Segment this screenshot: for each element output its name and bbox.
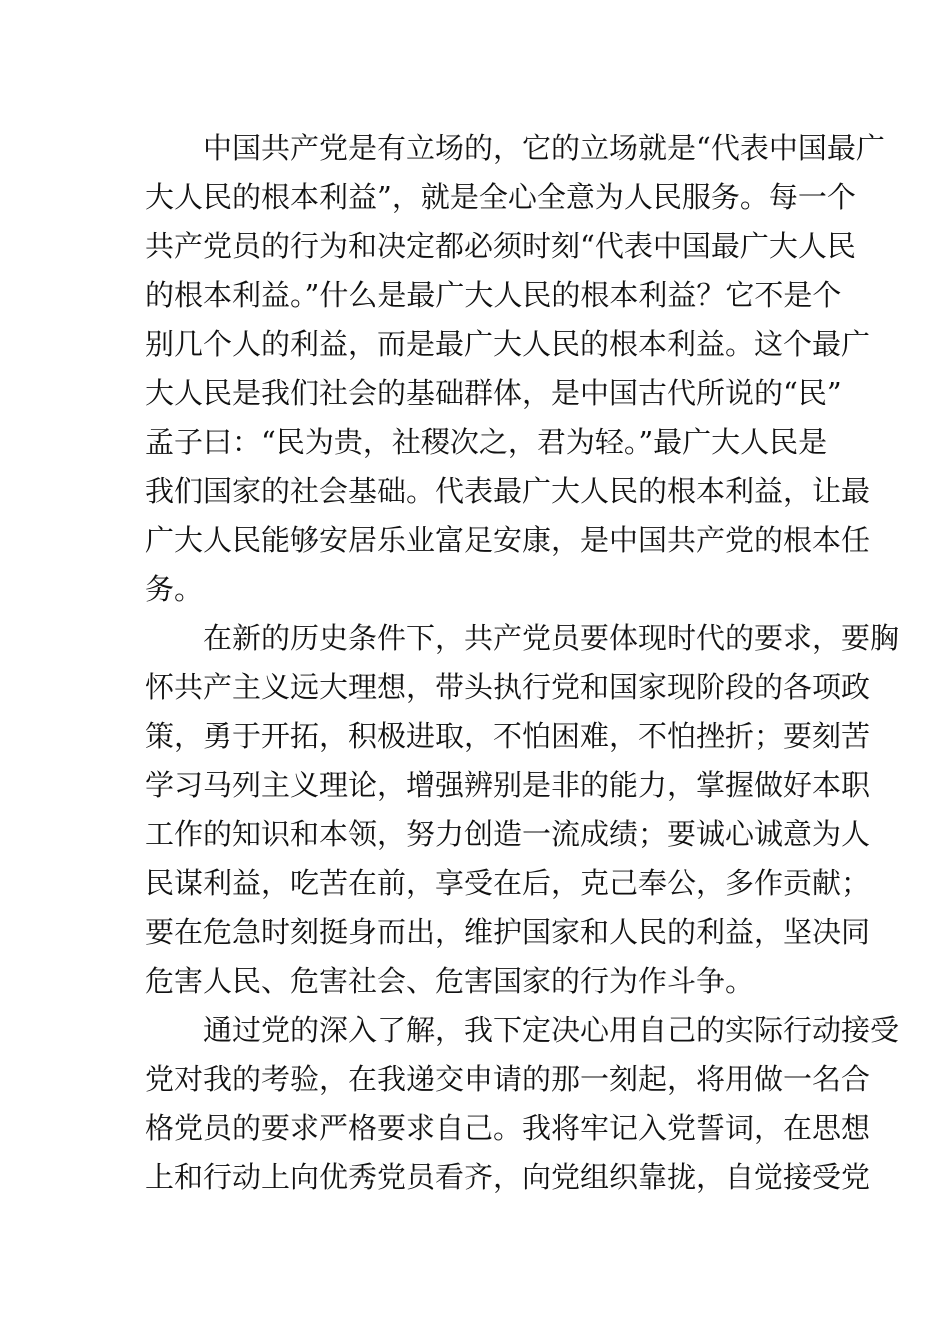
text-line: 共产党员的行为和决定都必须时刻“代表中国最广大人民 [145,229,856,263]
text-line: 大人民的根本利益”，就是全心全意为人民服务。每一个 [145,180,856,214]
text-line: 格党员的要求严格要求自己。我将牢记入党誓词，在思想 [145,1111,871,1145]
text-line: 在新的历史条件下，共产党员要体现时代的要求，要胸 [145,621,900,655]
text-line: 学习马列主义理论，增强辨别是非的能力，掌握做好本职 [145,768,871,802]
text-line: 危害人民、危害社会、危害国家的行为作斗争。 [145,964,755,998]
text-line: 我们国家的社会基础。代表最广大人民的根本利益，让最 [145,474,871,508]
text-line: 中国共产党是有立场的，它的立场就是“代表中国最广 [145,131,885,165]
text-line: 孟子曰：“民为贵，社稷次之，君为轻。”最广大人民是 [145,425,828,459]
text-line: 民谋利益，吃苦在前，享受在后，克己奉公，多作贡献； [145,866,871,900]
paragraph-3 [145,1006,900,1202]
text-line: 通过党的深入了解，我下定决心用自己的实际行动接受 [145,1013,900,1047]
text-line: 要在危急时刻挺身而出，维护国家和人民的利益，坚决同 [145,915,871,949]
text-line: 广大人民能够安居乐业富足安康，是中国共产党的根本任 [145,523,871,557]
paragraph-1 [145,124,885,614]
text-line: 怀共产主义远大理想，带头执行党和国家现阶段的各项政 [145,670,871,704]
text-line: 别几个人的利益，而是最广大人民的根本利益。这个最广 [145,327,871,361]
text-line: 务。 [145,572,204,606]
text-line: 上和行动上向优秀党员看齐，向党组织靠拢，自觉接受党 [145,1160,871,1194]
document-body [145,124,900,1202]
text-line: 工作的知识和本领，努力创造一流成绩；要诚心诚意为人 [145,817,871,851]
text-line: 大人民是我们社会的基础群体，是中国古代所说的“民” [145,376,842,410]
text-line: 党对我的考验，在我递交申请的那一刻起，将用做一名合 [145,1062,871,1096]
text-line: 策，勇于开拓，积极进取，不怕困难，不怕挫折；要刻苦 [145,719,871,753]
text-line: 的根本利益。”什么是最广大人民的根本利益？它不是个 [145,278,842,312]
paragraph-2 [145,614,900,1006]
